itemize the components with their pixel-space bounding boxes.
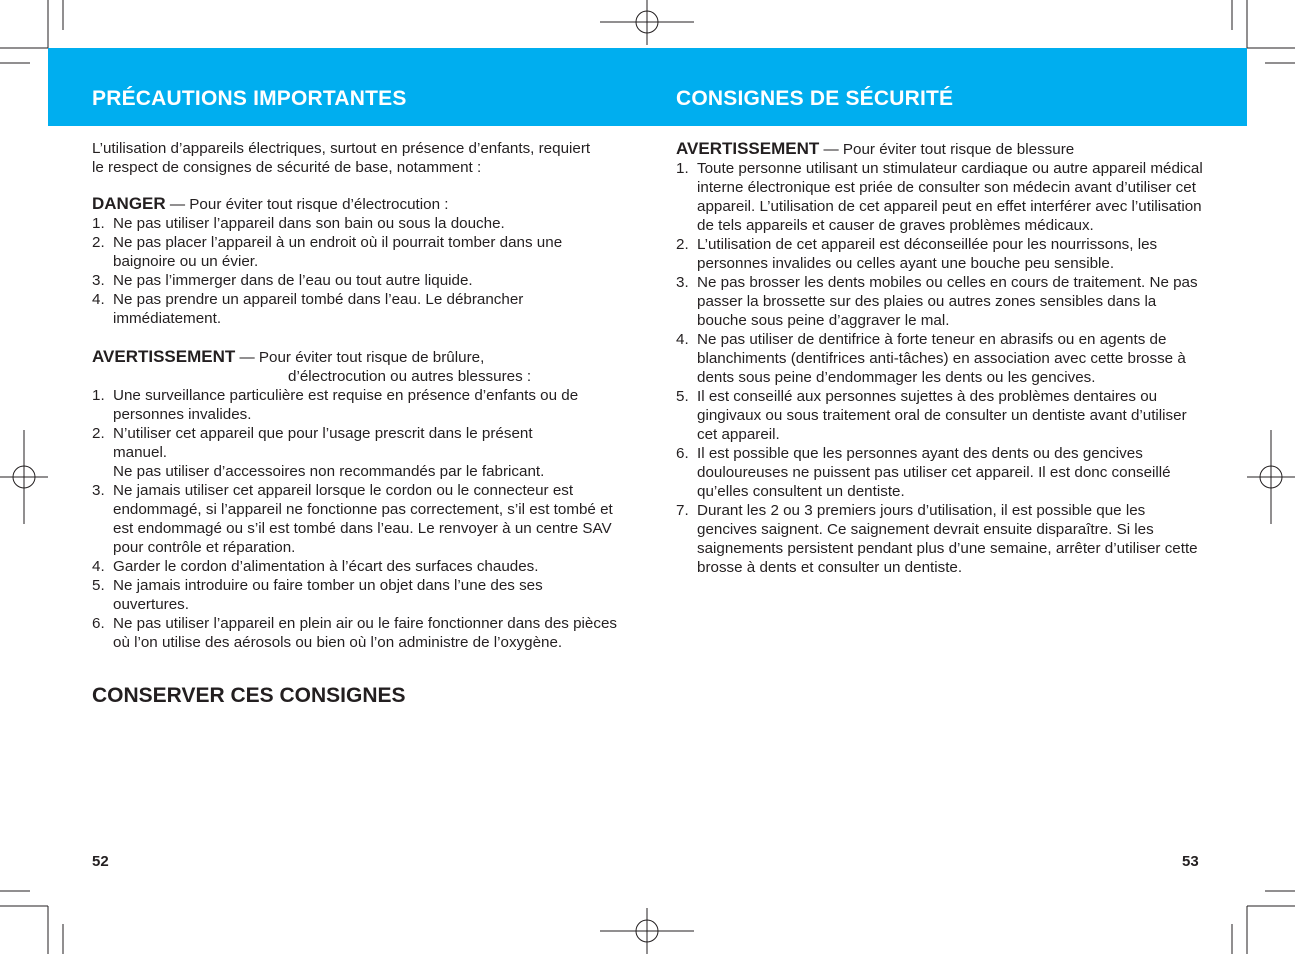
list-item [676, 235, 1208, 273]
left-page-title: PRÉCAUTIONS IMPORTANTES [92, 87, 407, 110]
item-number: 2. [92, 425, 105, 442]
item-text: Ne pas prendre un appareil tombé dans l’eau. Le débrancher immédiatement. [113, 291, 524, 327]
item-number: 5. [92, 577, 105, 594]
list-item [676, 501, 1208, 577]
warning-keyword: AVERTISSEMENT [676, 139, 820, 158]
item-text: Une surveillance particulière est requise en présence d’enfants ou de personnes invalides. [113, 387, 579, 423]
left-column [92, 139, 624, 652]
item-number: 2. [92, 234, 105, 251]
list-item [676, 444, 1208, 501]
registration-mark-circle [636, 920, 658, 942]
item-number: 4. [92, 558, 105, 575]
danger-heading [92, 194, 624, 214]
list-item [676, 273, 1208, 330]
page-number-left: 52 [92, 853, 109, 870]
list-item [676, 387, 1208, 444]
item-number: 1. [92, 387, 105, 404]
warning-text-continued: d’électrocution ou autres blessures : [288, 368, 532, 385]
right-column [676, 139, 1208, 577]
list-item [92, 481, 624, 557]
warning-list [92, 386, 624, 652]
list-item [92, 614, 624, 652]
registration-mark-circle [1260, 466, 1282, 488]
list-item [92, 290, 624, 328]
item-number: 1. [92, 215, 105, 232]
item-text: Ne pas utiliser l’appareil en plein air ou le faire fonctionner dans des pièces où l’on utilise des aérosols ou bien où l’on administre de l’oxygène. [113, 615, 618, 651]
list-item [92, 233, 624, 271]
list-item [676, 330, 1208, 387]
item-number: 6. [92, 615, 105, 632]
danger-text: — Pour éviter tout risque d’électrocution : [165, 196, 449, 213]
item-number: 1. [676, 160, 689, 177]
list-item [92, 557, 624, 576]
list-item [92, 214, 624, 233]
warning-keyword: AVERTISSEMENT [92, 347, 236, 366]
item-extra-text: Ne pas utiliser d’accessoires non recommandés par le fabricant. [113, 463, 545, 480]
registration-mark-circle [636, 11, 658, 33]
item-text: L’utilisation de cet appareil est déconseillée pour les nourrissons, les personnes invalides ou celles ayant une bouche peu sensible. [697, 236, 1158, 272]
item-number: 4. [676, 331, 689, 348]
item-number: 7. [676, 502, 689, 519]
item-number: 4. [92, 291, 105, 308]
item-text: Ne pas utiliser l’appareil dans son bain ou sous la douche. [113, 215, 505, 232]
item-text: Ne jamais utiliser cet appareil lorsque le cordon ou le connecteur est endommagé, si l’appareil ne fonctionne pas correctement, s’il est tombé et est endommagé ou s’il est tombé dans l’eau. Le renvoyer à un centre SAV pour contrôle et réparation. [113, 482, 613, 556]
warning-text: — Pour éviter tout risque de blessure [819, 141, 1075, 158]
warning-heading [676, 139, 1208, 159]
item-text: Ne pas brosser les dents mobiles ou celles en cours de traitement. Ne pas passer la brossette sur des plaies ou autres zones sensibles dans la bouche sous peine d’aggraver le mal. [697, 274, 1198, 329]
page-number-right: 53 [1182, 853, 1199, 870]
intro-text: L’utilisation d’appareils électriques, surtout en présence d’enfants, requiert le respect de consignes de sécurité de base, notamment : [92, 140, 591, 176]
item-text: Durant les 2 ou 3 premiers jours d’utilisation, il est possible que les gencives saignent. Ce saignement devrait ensuite disparaître. Si les saignements persistent pendant plus d’une semaine, arrêter d’utiliser cette brosse à dents et consulter un dentiste. [697, 502, 1198, 576]
item-text: Ne pas l’immerger dans de l’eau ou tout autre liquide. [113, 272, 473, 289]
item-text: Toute personne utilisant un stimulateur cardiaque ou autre appareil médical interne électronique est priée de consulter son médecin avant d’utiliser cet appareil. L’utilisation de cet appareil peut en effet interférer avec l’utilisation de tels appareils et causer de graves problèmes médicaux. [697, 160, 1203, 234]
closing-heading: CONSERVER CES CONSIGNES [92, 684, 406, 707]
list-item [92, 576, 624, 614]
item-text: Il est conseillé aux personnes sujettes à des problèmes dentaires ou gingivaux ou sous traitement oral de consulter un dentiste avant d’utiliser cet appareil. [697, 388, 1187, 443]
item-text: Garder le cordon d’alimentation à l’écart des surfaces chaudes. [113, 558, 539, 575]
item-text: Ne jamais introduire ou faire tomber un objet dans l’une des ses ouvertures. [113, 577, 543, 613]
danger-list [92, 214, 624, 328]
warning-text: — Pour éviter tout risque de brûlure, [235, 349, 485, 366]
warning-heading [92, 347, 624, 367]
item-text: Ne pas placer l’appareil à un endroit où il pourrait tomber dans une baignoire ou un évier. [113, 234, 563, 270]
right-page-title: CONSIGNES DE SÉCURITÉ [676, 87, 954, 110]
list-item [92, 386, 624, 424]
item-number: 5. [676, 388, 689, 405]
registration-mark-circle [13, 466, 35, 488]
item-number: 3. [676, 274, 689, 291]
list-item [676, 159, 1208, 235]
item-text: Il est possible que les personnes ayant des dents ou des gencives douloureuses ne puissent pas utiliser cet appareil. Il est donc conseillé qu’elles consultent un dentiste. [697, 445, 1171, 500]
item-text: N’utiliser cet appareil que pour l’usage prescrit dans le présent manuel. [113, 425, 533, 461]
list-item [92, 424, 624, 481]
warning-list [676, 159, 1208, 577]
item-number: 6. [676, 445, 689, 462]
item-number: 3. [92, 482, 105, 499]
danger-keyword: DANGER [92, 194, 166, 213]
item-text: Ne pas utiliser de dentifrice à forte teneur en abrasifs ou en agents de blanchiments (dentifrices anti-tâches) en association avec cette brosse à dents sous peine d’endommager les dents ou les gencives. [697, 331, 1186, 386]
list-item [92, 271, 624, 290]
item-number: 3. [92, 272, 105, 289]
item-number: 2. [676, 236, 689, 253]
